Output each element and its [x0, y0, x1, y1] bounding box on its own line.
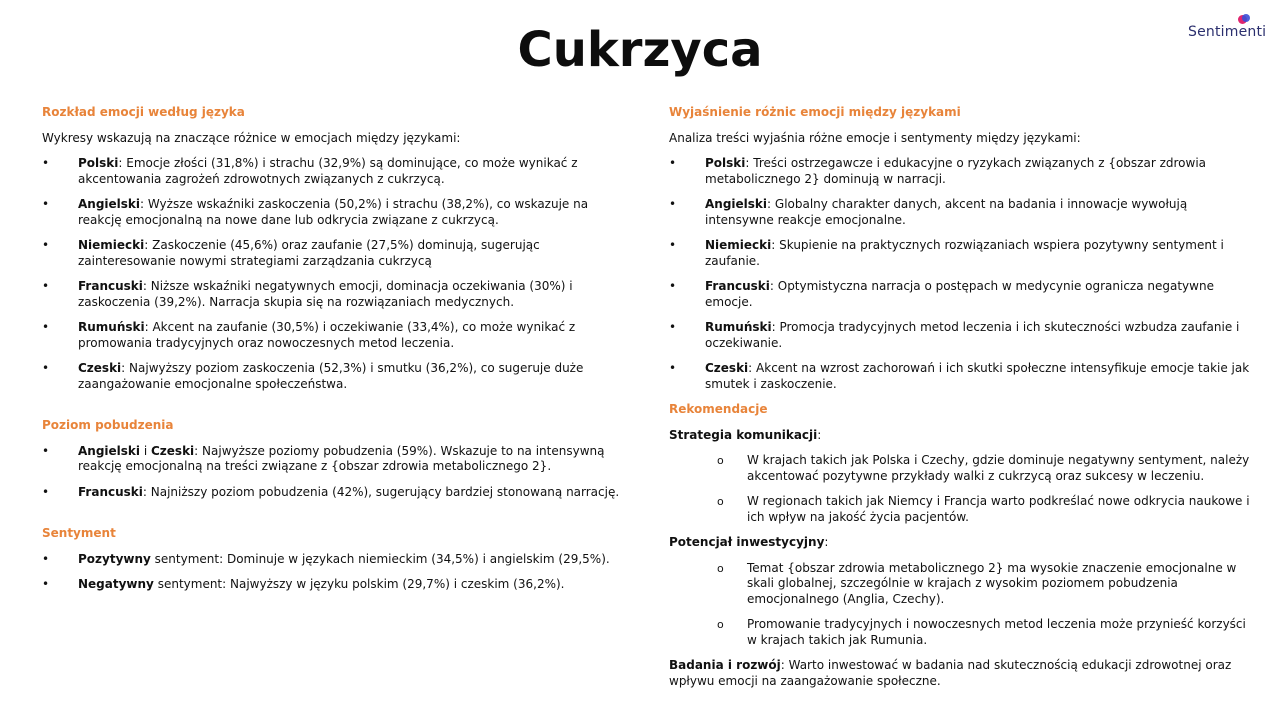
bullet-icon: •	[42, 484, 50, 499]
bullet-icon: •	[42, 156, 50, 170]
bullet-icon: •	[669, 279, 677, 293]
investment-label: Potencjał inwestycyjny	[669, 535, 825, 549]
label-suffix: :	[824, 535, 829, 549]
bullet-icon: •	[42, 443, 50, 458]
research-development-paragraph	[669, 658, 1259, 689]
sub-list-item	[669, 561, 1259, 608]
item-text: : Promocja tradycyjnych metod leczenia i ich skuteczności wzbudza zaufanie i oczekiwanie.	[705, 320, 1240, 350]
language-label: Niemiecki	[78, 238, 145, 252]
item-text: sentyment: Najwyższy w języku polskim (29,7%) i czeskim (36,2%).	[153, 577, 565, 591]
language-label: Francuski	[705, 279, 770, 293]
list-item	[42, 156, 627, 187]
section-heading-recommendations: Rekomendacje	[669, 402, 768, 416]
item-text: W regionach takich jak Niemcy i Francja warto podkreślać nowe odkrycia naukowe i ich wpływ na jakość życia pacjentów.	[747, 494, 1250, 524]
bullet-icon: •	[669, 238, 677, 252]
arousal-list	[42, 444, 627, 501]
communication-list	[669, 453, 1259, 525]
language-label: Angielski	[705, 197, 768, 211]
sentiment-label: Negatywny	[78, 577, 154, 591]
item-text: : Treści ostrzegawcze i edukacyjne o ryzykach związanych z {obszar zdrowia metabolicznego 2} dominują w narracji.	[705, 156, 1207, 186]
list-item	[42, 320, 627, 351]
label-suffix: :	[817, 427, 822, 442]
list-item	[669, 279, 1259, 310]
left-column	[42, 105, 627, 603]
bullet-icon: •	[669, 156, 677, 170]
item-text: : Niższe wskaźniki negatywnych emocji, dominacja oczekiwania (30%) i zaskoczenia (39,2%). Narracja skupia się na rozwiązaniach medycznych.	[78, 279, 573, 309]
page-title: Cukrzyca	[517, 22, 763, 78]
item-text: : Globalny charakter danych, akcent na badania i innowacje wywołują intensywne reakcje emocjonalne.	[705, 197, 1188, 227]
investment-potential-label	[669, 535, 1259, 551]
item-text: sentyment: Dominuje w językach niemieckim (34,5%) i angielskim (29,5%).	[150, 551, 610, 566]
language-label: Rumuński	[78, 320, 145, 334]
conjunction-text: i	[140, 443, 151, 458]
section-heading-sentiment: Sentyment	[42, 526, 116, 540]
bullet-icon: •	[42, 551, 50, 566]
sub-list-item	[669, 453, 1259, 484]
communication-label: Strategia komunikacji	[669, 427, 818, 442]
bullet-icon: •	[42, 238, 50, 252]
explanation-intro: Analiza treści wyjaśnia różne emocje i sentymenty między językami:	[669, 130, 1081, 145]
language-label: Czeski	[151, 443, 195, 458]
item-text: W krajach takich jak Polska i Czechy, gdzie dominuje negatywny sentyment, należy akcentować pozytywne przykłady walki z cukrzycą oraz sukcesy w leczeniu.	[747, 453, 1250, 483]
language-label: Polski	[78, 156, 119, 170]
distribution-list	[42, 156, 627, 392]
item-text: : Akcent na wzrost zachorowań i ich skutki społeczne intensyfikuje emocje takie jak smutek i zaskoczenie.	[705, 361, 1250, 391]
sub-list-item	[669, 617, 1259, 648]
list-item	[669, 156, 1259, 187]
language-label: Angielski	[78, 443, 141, 458]
bullet-icon: •	[669, 320, 677, 334]
section-heading-arousal: Poziom pobudzenia	[42, 418, 174, 432]
section-heading-explanation: Wyjaśnienie różnic emocji między językami	[669, 105, 961, 119]
circle-bullet-icon: o	[717, 561, 724, 575]
list-item	[42, 197, 627, 228]
list-item	[669, 238, 1259, 269]
list-item	[669, 197, 1259, 228]
list-item	[42, 485, 627, 501]
list-item	[669, 361, 1259, 392]
language-label: Francuski	[78, 279, 143, 293]
language-label: Czeski	[705, 361, 749, 375]
language-label: Czeski	[78, 361, 122, 375]
item-text: : Optymistyczna narracja o postępach w medycynie ogranicza negatywne emocje.	[705, 279, 1214, 309]
language-label: Niemiecki	[705, 238, 772, 252]
sentiment-label: Pozytywny	[78, 551, 151, 566]
language-label: Polski	[705, 156, 746, 170]
item-text: : Najwyższe poziomy pobudzenia (59%). Wskazuje to na intensywną reakcję emocjonalną na treści związane z {obszar zdrowia metabolicznego 2}.	[78, 443, 605, 473]
item-text: : Wyższe wskaźniki zaskoczenia (50,2%) i strachu (38,2%), co wskazuje na reakcję emocjonalną na nowe dane lub odkrycia związane z cukrzycą.	[78, 197, 589, 227]
bullet-icon: •	[42, 361, 50, 375]
circle-bullet-icon: o	[717, 618, 724, 631]
bullet-icon: •	[669, 361, 677, 375]
language-label: Angielski	[78, 197, 141, 211]
item-text: : Najniższy poziom pobudzenia (42%), sugerujący bardziej stonowaną narrację.	[142, 484, 620, 499]
sentimenti-logo	[1188, 14, 1268, 44]
circle-bullet-icon: o	[717, 495, 724, 508]
list-item	[42, 279, 627, 310]
language-label: Rumuński	[705, 320, 772, 334]
bullet-icon: •	[42, 197, 50, 211]
bullet-icon: •	[42, 320, 50, 334]
item-text: : Najwyższy poziom zaskoczenia (52,3%) i smutku (36,2%), co sugeruje duże zaangażowanie emocjonalne społeczeństwa.	[78, 361, 584, 391]
list-item	[42, 552, 627, 568]
list-item	[42, 361, 627, 392]
list-item	[42, 238, 627, 269]
language-label: Francuski	[78, 484, 143, 499]
investment-list	[669, 561, 1259, 649]
research-text: : Warto inwestować w badania nad skutecznością edukacji zdrowotnej oraz wpływu emocji na zaangażowanie społeczne.	[669, 658, 1232, 688]
item-text: : Akcent na zaufanie (30,5%) i oczekiwanie (33,4%), co może wynikać z promowania tradycyjnych oraz nowoczesnych metod leczenia.	[78, 320, 576, 350]
explanation-list	[669, 156, 1259, 392]
bullet-icon: •	[42, 279, 50, 293]
list-item	[42, 577, 627, 593]
item-text: Temat {obszar zdrowia metabolicznego 2} ma wysokie znaczenie emocjonalne w skali globalnej, szczególnie w krajach z wysokim poziomem pobudzenia emocjonalnego (Anglia, Czechy).	[747, 560, 1237, 606]
research-label: Badania i rozwój	[669, 658, 781, 672]
item-text: Promowanie tradycyjnych i nowoczesnych metod leczenia może przynieść korzyści w krajach takich jak Rumunia.	[747, 617, 1246, 647]
item-text: : Zaskoczenie (45,6%) oraz zaufanie (27,5%) dominują, sugerując zainteresowanie nowymi strategiami zarządzania cukrzycą	[78, 238, 540, 268]
item-text: : Skupienie na praktycznych rozwiązaniach wspiera pozytywny sentyment i zaufanie.	[705, 238, 1224, 268]
bullet-icon: •	[669, 197, 677, 211]
logo-text: Sentimenti	[1188, 24, 1267, 40]
sub-list-item	[669, 494, 1259, 525]
list-item	[42, 444, 627, 475]
section-heading-distribution: Rozkład emocji według języka	[42, 105, 245, 119]
distribution-intro: Wykresy wskazują na znaczące różnice w emocjach między językami:	[42, 130, 461, 145]
communication-strategy-label	[669, 428, 1259, 444]
item-text: : Emocje złości (31,8%) i strachu (32,9%) są dominujące, co może wynikać z akcentowania zagrożeń zdrowotnych związanych z cukrzycą.	[78, 156, 578, 186]
right-column	[669, 105, 1259, 699]
sentiment-list	[42, 552, 627, 593]
circle-bullet-icon: o	[717, 454, 724, 467]
bullet-icon: •	[42, 577, 50, 591]
list-item	[669, 320, 1259, 351]
